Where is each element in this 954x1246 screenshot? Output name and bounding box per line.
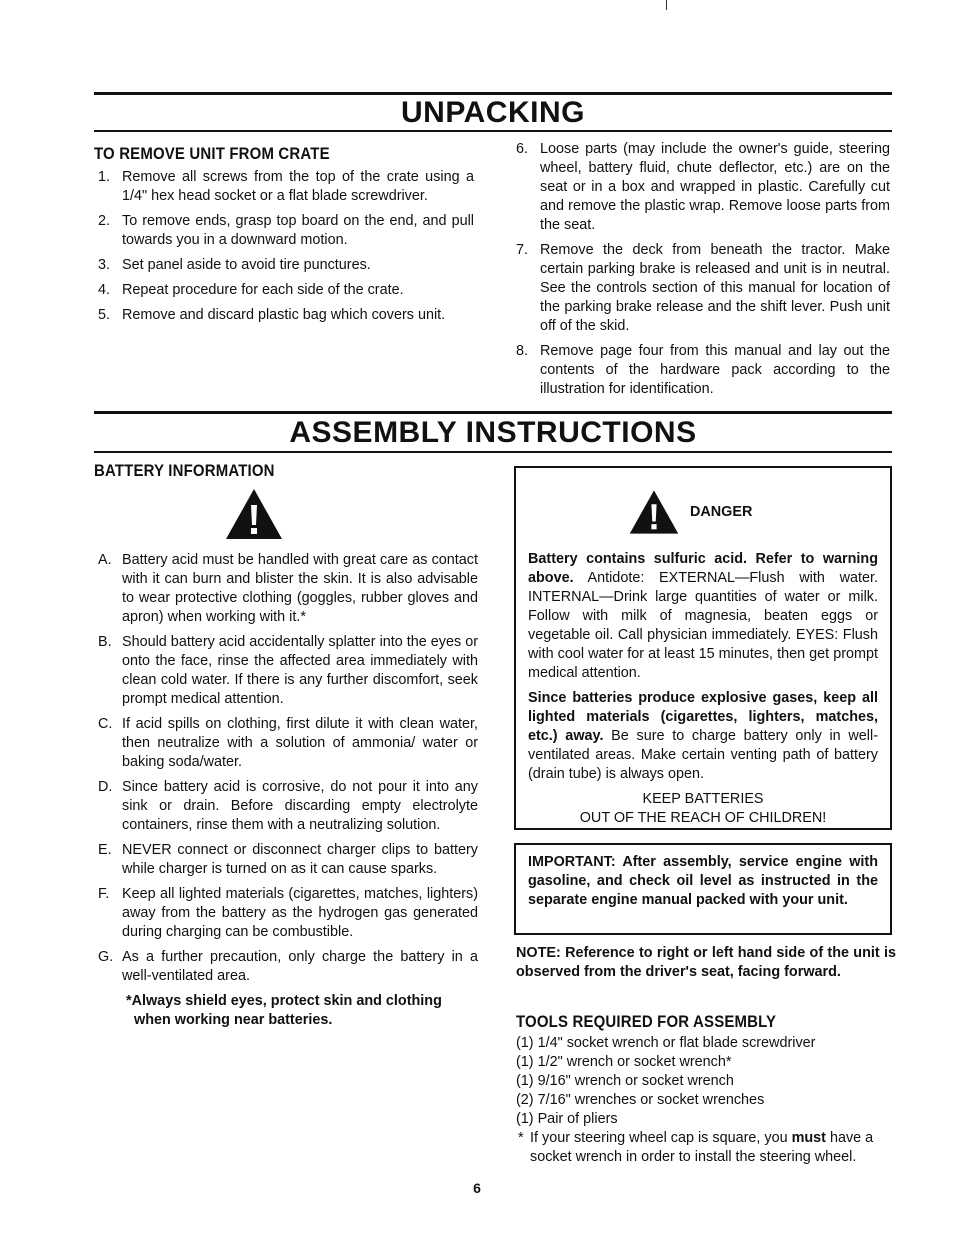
keep-batteries-line: KEEP BATTERIES	[642, 791, 764, 807]
list-item: 4. Repeat procedure for each side of the crate.	[98, 282, 404, 298]
battery-footnote: *Always shield eyes, protect skin and clothing when working near batteries.	[126, 993, 442, 1028]
tools-heading: TOOLS REQUIRED FOR ASSEMBLY	[516, 1012, 777, 1031]
remove-crate-heading: TO REMOVE UNIT FROM CRATE	[94, 144, 330, 163]
header-rule-top	[94, 92, 892, 95]
unpacking-header	[94, 92, 892, 136]
battery-heading: BATTERY INFORMATION	[94, 461, 275, 480]
battery-list	[94, 551, 478, 986]
list-item: D. Since battery acid is corrosive, do not pour it into any sink or drain. Before discarding empty electrolyte containers, rinse them with a neutralizing solution.	[98, 779, 478, 833]
tools-section	[516, 1012, 902, 1167]
reach-of-children-line: OUT OF THE REACH OF CHILDREN!	[579, 810, 827, 826]
warning-symbol	[224, 487, 478, 541]
assembly-header	[94, 411, 892, 457]
warning-triangle-icon	[224, 487, 284, 541]
battery-section	[94, 461, 478, 1030]
danger-heading	[628, 488, 878, 536]
list-item: G. As a further precaution, only charge the battery in a well-ventilated area.	[98, 949, 478, 984]
list-item: 3. Set panel aside to avoid tire punctures.	[98, 257, 371, 273]
warning-triangle-icon	[628, 488, 680, 536]
unpacking-title: UNPACKING	[401, 96, 585, 129]
danger-paragraph-gases: Since batteries produce explosive gases, keep all lighted materials (cigarettes, lighters, matches, etc.) away. Be sure to charge battery only in well-ventilated areas. Make certain venting path of battery (drain tube) is always open.	[528, 690, 878, 782]
remove-crate-list	[94, 168, 474, 325]
header-rule-top	[94, 411, 892, 414]
list-item: 5. Remove and discard plastic bag which covers unit.	[98, 307, 446, 323]
list-item: A. Battery acid must be handled with great care as contact with it can burn and blister the skin. It is also advisable to wear protective clothing (goggles, rubber gloves and apron) when working with it.*	[98, 552, 478, 625]
unpacking-right-list	[512, 140, 890, 399]
tools-list	[516, 1034, 902, 1129]
remove-crate-section	[94, 144, 474, 331]
list-item: B. Should battery acid accidentally splatter into the eyes or onto the face, rinse the affected area immediately with clean cold water. If there is any further discomfort, seek prompt medical attention.	[98, 634, 478, 707]
list-item: (2) 7/16" wrenches or socket wrenches	[516, 1092, 765, 1108]
danger-paragraph-acid: Battery contains sulfuric acid. Refer to warning above. Antidote: EXTERNAL—Flush with water. INTERNAL—Drink large quantities of water or milk. Follow with milk of magnesia, beaten eggs or vegetable oil. Call physician immediately. EYES: Flush with cool water for at least 15 minutes, then get prompt medical attention.	[528, 551, 878, 681]
orientation-note: NOTE: Reference to right or left hand side of the unit is observed from the driver's seat, facing forward.	[516, 945, 896, 980]
list-item: E. NEVER connect or disconnect charger clips to battery while charger is turned on as it can cause sparks.	[98, 842, 478, 877]
list-item: 6. Loose parts (may include the owner's guide, steering wheel, battery fluid, chute deflector, etc.) are on the seat or in a box and wrapped in plastic. Carefully cut and remove the plastic wrap. Remove loose parts from the seat.	[516, 141, 890, 233]
page-edge-mark	[666, 0, 667, 10]
list-item: 7. Remove the deck from beneath the tractor. Make certain parking brake is released and unit is in neutral. See the controls section of this manual for location of the parking brake release and the shift lever. Push unit off of the skid.	[516, 242, 890, 334]
list-item: (1) 1/4" socket wrench or flat blade screwdriver	[516, 1035, 816, 1051]
list-item: (1) 1/2" wrench or socket wrench*	[516, 1054, 732, 1070]
list-item: (1) Pair of pliers	[516, 1111, 618, 1127]
list-item: 8. Remove page four from this manual and lay out the contents of the hardware pack according to the illustration for identification.	[516, 343, 890, 397]
list-item: C. If acid spills on clothing, first dilute it with clean water, then neutralize with a solution of ammonia/ water or baking soda/water.	[98, 716, 478, 770]
danger-box	[514, 466, 892, 830]
header-rule-bottom	[94, 130, 892, 132]
header-rule-bottom	[94, 451, 892, 453]
list-item: 2. To remove ends, grasp top board on the end, and pull towards you in a downward motion.	[98, 213, 474, 248]
page-number: 6	[473, 1180, 481, 1196]
list-item: F. Keep all lighted materials (cigarettes, matches, lighters) away from the battery as the hydrogen gas generated during charging can be combustible.	[98, 886, 478, 940]
unpacking-right-section	[512, 140, 890, 405]
list-item: 1. Remove all screws from the top of the crate using a 1/4" hex head socket or a flat blade screwdriver.	[98, 169, 474, 204]
tools-footnote: * If your steering wheel cap is square, you must have a socket wrench in order to install the steering wheel.	[518, 1130, 874, 1165]
assembly-title: ASSEMBLY INSTRUCTIONS	[289, 416, 697, 449]
important-box: IMPORTANT: After assembly, service engine with gasoline, and check oil level as instructed in the separate engine manual packed with your unit.	[514, 843, 892, 935]
danger-label: DANGER	[690, 504, 753, 520]
list-item: (1) 9/16" wrench or socket wrench	[516, 1073, 734, 1089]
